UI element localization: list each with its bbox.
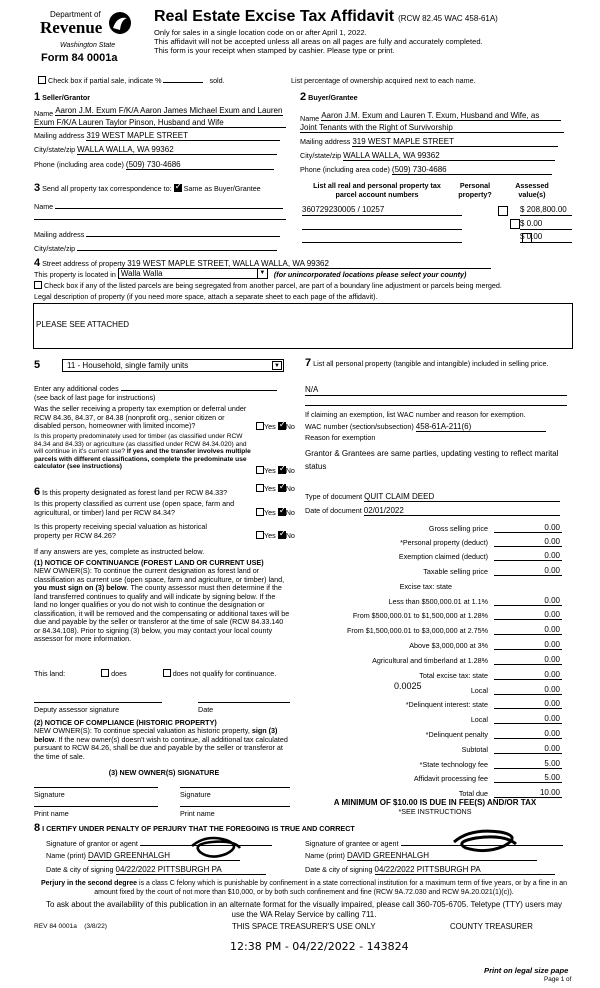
compliance-text <box>34 727 292 761</box>
seller-city-field[interactable]: WALLA WALLA, WA 99362 <box>77 145 277 155</box>
corr-mailing-field[interactable] <box>86 229 280 237</box>
tax-row-value[interactable]: 0.00 <box>494 625 562 635</box>
county-treasurer: COUNTY TREASURER <box>450 922 533 931</box>
tax-row <box>300 730 562 741</box>
seller-phone-row <box>34 160 286 170</box>
tax-row <box>300 611 562 622</box>
if-yes-note: If any answers are yes, complete as instructed below. <box>34 547 205 556</box>
corr-name-label: Name <box>34 202 54 211</box>
tax-row-label: Agricultural and timberland at 1.28% <box>372 656 488 665</box>
continuance-text-a: NEW OWNER(S): To continue the current designation as forest land or classification as current use (open space, farm and agriculture, or timber) land, <box>34 566 285 584</box>
certify-text: I CERTIFY UNDER PENALTY OF PERJURY THAT THE FOREGOING IS TRUE AND CORRECT <box>42 824 355 833</box>
minimum-due-note: A MINIMUM OF $10.00 IS DUE IN FEE(S) AND/OR TAX <box>333 798 537 807</box>
local-rate: 0.0025 <box>394 681 422 691</box>
tax-row-value[interactable]: 0.00 <box>494 670 562 680</box>
tax-row-label: *Delinquent penalty <box>425 730 488 739</box>
alt-format-notice: To ask about the availability of this publication in an alternate format for the visually impaired, please call 360-705-6705. Teletype (TTY) users may use the WA Relay Service by calling 711. <box>45 900 563 919</box>
this-land-row <box>34 669 290 678</box>
form-title-text: Real Estate Excise Tax Affidavit <box>154 8 395 25</box>
grantee-signature-label: Signature of grantee or agent <box>305 839 399 848</box>
form-number: Form 84 0001a <box>41 52 118 64</box>
tax-row-value[interactable]: 0.00 <box>494 699 562 709</box>
tax-row-value[interactable]: 10.00 <box>494 788 562 798</box>
tax-row-value[interactable]: 5.00 <box>494 773 562 783</box>
same-as-buyer-checkbox[interactable] <box>174 184 182 192</box>
ownership-note: List percentage of ownership acquired next to each name. <box>291 76 476 85</box>
buyer-name-row <box>300 111 564 123</box>
perjury-notice <box>30 880 578 897</box>
historic-yes-checkbox[interactable] <box>256 531 264 539</box>
tax-row-label: Less than $500,000.01 at 1.1% <box>388 597 488 606</box>
tax-row-label: *Personal property (deduct) <box>400 538 488 547</box>
legal-description-label: Legal description of property (if you need more space, attach a separate sheet to each page of the affidavit). <box>34 292 378 301</box>
corr-name-field[interactable] <box>55 201 283 209</box>
personal-property-list <box>305 359 565 368</box>
grantee-date-field[interactable]: 04/22/2022 PITTSBURGH PA <box>375 865 555 875</box>
header-note3: This form is your receipt when stamped by cashier. Please type or print. <box>154 46 395 55</box>
county-select-value: Walla Walla <box>120 269 163 278</box>
q1-no-checkbox[interactable] <box>278 422 286 430</box>
tax-row-label: Local <box>470 686 488 695</box>
parcel-col-header: List all real and personal property tax parcel account numbers <box>313 181 441 199</box>
header-note1: Only for sales in a single location code on or after April 1, 2022. <box>154 28 367 37</box>
tax-row-value[interactable]: 5.00 <box>494 759 562 769</box>
tax-row-value[interactable]: 0.00 <box>494 596 562 606</box>
agency-line3: Washington State <box>60 42 116 49</box>
tax-row-label: Total excise tax: state <box>419 671 488 680</box>
seller-name-field[interactable]: Aaron J.M. Exum F/K/A Aaron James Michael Exum and Lauren <box>55 106 283 115</box>
legal-description-text: PLEASE SEE ATTACHED <box>36 320 130 329</box>
section5-number: 5 <box>34 359 41 371</box>
buyer-number: 2 <box>300 91 307 103</box>
form-title <box>154 8 498 26</box>
seller-phone-label: Phone (including area code) <box>34 160 124 169</box>
tax-row <box>300 641 562 652</box>
current-use-yes-label: Yes <box>264 508 276 517</box>
does-not-label: does not qualify for continuance. <box>172 669 277 678</box>
q6-3-answers <box>256 531 295 540</box>
does-label: does <box>111 669 127 678</box>
header-note2: This affidavit will not be accepted unless all areas on all pages are fully and accurately completed. <box>154 37 483 46</box>
tax-row-label: Exemption claimed (deduct) <box>398 552 488 561</box>
segregated-checkbox[interactable] <box>34 281 42 289</box>
section6-number: 6 <box>34 486 41 498</box>
historic-question: Is this property receiving special valuation as historical property per RCW 84.26? <box>34 522 207 540</box>
additional-codes-field[interactable] <box>121 383 277 391</box>
legal-size-note: Print on legal size pape <box>484 966 569 975</box>
seller-heading <box>34 91 90 103</box>
unincorporated-note: (for unincorporated locations please select your county) <box>273 270 467 279</box>
grantor-name-row <box>46 851 240 861</box>
personal-property-label: List all personal property (tangible and intangible) included in selling price. <box>313 359 549 368</box>
historic-no-label: No <box>285 531 295 540</box>
assessed-col-header: Assessed value(s) <box>515 181 549 199</box>
q2-no-checkbox[interactable] <box>278 466 286 474</box>
grantee-name-row <box>305 851 537 861</box>
county-select[interactable] <box>118 268 268 279</box>
chevron-down-icon: ▼ <box>272 361 282 370</box>
grantor-name-field[interactable]: DAVID GREENHALGH <box>88 851 240 861</box>
tax-row-label: Total due <box>458 789 488 798</box>
tax-row <box>300 686 562 697</box>
street-label: Street address of property <box>42 259 126 268</box>
buyer-mailing-label: Mailing address <box>300 137 351 146</box>
dor-logo-icon <box>108 10 132 36</box>
q1-yes-label: Yes <box>264 422 276 431</box>
treasurer-use: THIS SPACE TREASURER'S USE ONLY <box>232 922 376 931</box>
tax-row <box>300 567 562 578</box>
street-address-field[interactable]: 319 WEST MAPLE STREET, WALLA WALLA, WA 99362 <box>127 259 491 269</box>
segregated-row <box>34 281 502 290</box>
current-use-no-label: No <box>285 508 295 517</box>
reason-field[interactable]: Grantor & Grantees are same parties, updating vesting to reflect marital status <box>305 449 559 471</box>
owner-signature-label-1: Signature <box>34 790 65 799</box>
tax-row <box>300 745 562 756</box>
personal-col-header: Personal property? <box>458 181 492 199</box>
correspondence-title: Send all property tax correspondence to: <box>42 184 172 193</box>
seller-mailing-row <box>34 131 286 141</box>
corr-mailing-label: Mailing address <box>34 230 85 239</box>
corr-city-label: City/state/zip <box>34 244 76 253</box>
parcel-row-3-value[interactable]: $ 0.00 <box>520 232 572 243</box>
partial-sale-sold: sold. <box>209 76 225 85</box>
seller-title: Seller/Grantor <box>42 93 91 102</box>
tax-row <box>300 760 562 771</box>
wac-label: WAC number (section/subsection) <box>305 422 414 431</box>
tax-row-value[interactable]: 0.00 <box>494 655 562 665</box>
q6-1-answers <box>256 484 295 493</box>
tax-row-label: Subtotal <box>461 745 488 754</box>
deputy-date-label: Date <box>198 705 214 714</box>
see-instructions-note: *SEE INSTRUCTIONS <box>398 807 472 816</box>
buyer-title: Buyer/Grantee <box>308 93 358 102</box>
wac-row <box>305 422 546 432</box>
agency-line1: Department of <box>50 10 101 19</box>
tax-row-value[interactable]: 0.00 <box>494 714 562 724</box>
seller-name-label: Name <box>34 109 54 118</box>
forest-yes-label: Yes <box>264 484 276 493</box>
exemption-label: If claiming an exemption, list WAC number and reason for exemption. <box>305 410 526 419</box>
q2-yes-checkbox[interactable] <box>256 466 264 474</box>
parcel-row-1-personal-checkbox[interactable] <box>498 206 508 216</box>
owner-print-line-2[interactable] <box>180 806 290 807</box>
additional-codes-row <box>34 383 277 393</box>
deputy-signature-line[interactable] <box>34 702 162 703</box>
partial-sale-checkbox[interactable] <box>38 76 46 84</box>
doc-type-row <box>305 492 560 502</box>
correspondence-heading <box>34 182 261 194</box>
exemption-deferral-question: Was the seller receiving a property tax exemption or deferral under RCW 84.36, 84.37, or 84.38 (nonprofit org., senior citizen or disabled person, homeowner with limited income)? <box>34 404 247 430</box>
dor-logo <box>40 8 144 66</box>
tax-row <box>300 671 562 682</box>
buyer-name-label: Name <box>300 114 320 123</box>
q6-2-answers <box>256 508 295 517</box>
buyer-phone-row <box>300 165 564 175</box>
partial-sale-row <box>38 76 225 85</box>
county-row <box>34 268 466 279</box>
forest-yes-checkbox[interactable] <box>256 484 264 492</box>
tax-row-label: Excise tax: state <box>399 582 452 591</box>
continuance-text-b: . The county assessor must then determine if the land transferred continues to qualify and will indicate by signing below. If the land no longer qualifies or you do not wish to continue the designation or classification, it will be removed and the compensating or additional taxes will be due and payable by the seller or transferor at the time of sale (RCW 84.33.140 or 84.34.108). Prior to signing (3) below, you may contact your local county assessor for more information. <box>34 583 290 643</box>
timber-question-text: Is this property predominately used for timber (as classified under RCW 84.34 and 84.33) or agriculture (as classified under RCW 84.34.020) and will continue in it's current use? <box>34 433 247 455</box>
tax-row <box>300 656 562 667</box>
page-number: Page 1 of <box>544 976 572 983</box>
deputy-date-line[interactable] <box>198 702 290 703</box>
parcel-row-1-number[interactable]: 360729230005 / 10257 <box>302 205 462 216</box>
doc-date-field[interactable]: 02/01/2022 <box>364 506 560 516</box>
timber-question <box>34 433 256 471</box>
current-use-question: Is this property classified as current use (open space, farm and agricultural, or timber) land per RCW 84.34? <box>34 499 235 517</box>
q1-no-label: No <box>285 422 295 431</box>
parcel-row-3-number[interactable] <box>302 232 462 243</box>
same-as-buyer-label: Same as Buyer/Grantee <box>183 184 261 193</box>
partial-sale-percent[interactable] <box>163 82 203 83</box>
additional-codes-label: Enter any additional codes <box>34 384 119 393</box>
tax-row <box>300 774 562 785</box>
tax-row-value[interactable]: 0.00 <box>494 566 562 576</box>
tax-row <box>300 524 562 535</box>
tax-row-value[interactable]: 0.00 <box>494 685 562 695</box>
forest-no-checkbox[interactable] <box>278 484 286 492</box>
tax-row-label: Affidavit processing fee <box>413 774 488 783</box>
owner-signature-label-2: Signature <box>180 790 211 799</box>
tax-row <box>300 597 562 608</box>
q2-yes-label: Yes <box>264 466 276 475</box>
grantor-name-label: Name (print) <box>46 851 86 860</box>
parcel-row-1-value[interactable]: $ 208,800.00 <box>520 205 572 216</box>
buyer-name-field[interactable]: Aaron J.M. Exum and Lauren T. Exum, Husband and Wife, as <box>321 111 561 121</box>
compliance-heading: (2) NOTICE OF COMPLIANCE (HISTORIC PROPERTY) <box>34 718 217 727</box>
seller-city-row <box>34 145 286 155</box>
owner-print-line-1[interactable] <box>34 806 158 807</box>
perjury-text: is a class C felony which is punishable by confinement in a state correctional institution for a maximum term of five years, or by a fine in an amount fixed by the court of not more than $10,000, or by both such confinement and fine (RCW 9A.72.030 and RCW 9A.20.021(1)(c)). <box>94 880 567 896</box>
tax-row-value[interactable]: 0.00 <box>494 744 562 754</box>
owner-signature-heading: (3) NEW OWNER(S) SIGNATURE <box>108 768 220 777</box>
grantor-date-label: Date & city of signing <box>46 865 114 874</box>
historic-no-checkbox[interactable] <box>278 531 286 539</box>
corr-name-line2[interactable] <box>34 219 286 220</box>
parcel-row-2-personal-checkbox[interactable] <box>510 219 520 229</box>
continuance-text <box>34 567 290 644</box>
tax-row-label: Above $3,000,000 at 3% <box>409 641 488 650</box>
buyer-mailing-row <box>300 137 564 147</box>
grantor-signature-label: Signature of grantor or agent <box>46 839 138 848</box>
partial-sale-label: Check box if partial sale, indicate % <box>48 76 162 85</box>
tax-row <box>300 700 562 711</box>
forest-no-label: No <box>285 484 295 493</box>
form-rcw: (RCW 82.45 WAC 458-61A) <box>398 14 498 23</box>
compliance-sign: sign (3) below <box>34 726 278 744</box>
tax-row-value[interactable]: 0.00 <box>494 523 562 533</box>
owner-print-label-2: Print name <box>180 809 215 818</box>
perjury-bold: Perjury in the second degree <box>40 880 138 887</box>
corr-name-row <box>34 201 286 211</box>
reason-label: Reason for exemption <box>305 433 376 442</box>
q2-answers <box>256 466 295 475</box>
tax-row-label: From $1,500,000.01 to $3,000,000 at 2.75% <box>346 626 488 635</box>
q2-no-label: No <box>285 466 295 475</box>
seller-phone-field[interactable]: (509) 730-4686 <box>126 160 274 170</box>
parcel-row-2-value[interactable]: $ 0.00 <box>520 219 572 230</box>
use-code-value: 11 - Household, single family units <box>67 361 189 370</box>
owner-signature-line-2[interactable] <box>180 787 290 788</box>
correspondence-number: 3 <box>34 182 41 194</box>
buyer-city-label: City/state/zip <box>300 151 342 160</box>
timber-question-bold: If yes and the transfer involves multiple parcels with different classifications, complete the predominate use calculator (see instructions) <box>34 448 251 470</box>
buyer-city-field[interactable]: WALLA WALLA, WA 99362 <box>343 151 555 161</box>
seller-number: 1 <box>34 91 41 103</box>
receipt-stamp: 12:38 PM - 04/22/2022 - 143824 <box>230 940 409 953</box>
doc-date-label: Date of document <box>305 506 362 515</box>
segregated-label: Check box if any of the listed parcels are being segregated from another parcel, are part of a boundary line adjustment or parcels being merged. <box>44 281 502 290</box>
compliance-text-b: . If the new owner(s) doesn't wish to continue, all additional tax calculated pursuant to RCW 84.26, shall be due and payable by the seller or transferor at the time of sale. <box>34 734 288 761</box>
located-label: This property is located in <box>34 270 116 279</box>
buyer-phone-field[interactable]: (509) 730-4686 <box>392 165 552 175</box>
personal-property-field[interactable]: N/A <box>305 385 567 396</box>
section7-number: 7 <box>305 357 312 369</box>
tax-row-label: *Delinquent interest: state <box>405 700 488 709</box>
forest-land-question <box>34 486 256 498</box>
grantee-date-label: Date & city of signing <box>305 865 373 874</box>
rev-number: REV 84 0001a (3/8/22) <box>34 923 107 930</box>
seller-name-line2[interactable]: Exum F/K/A Lauren Taylor Pinson, Husband and Wife <box>34 118 286 128</box>
corr-mailing-row <box>34 229 286 239</box>
location-number: 4 <box>34 257 41 269</box>
grantor-date-field[interactable]: 04/22/2022 PITTSBURGH PA <box>116 865 266 875</box>
deputy-signature-label: Deputy assessor signature <box>34 705 120 714</box>
tax-row-label: *State technology fee <box>419 760 488 769</box>
q1-yes-checkbox[interactable] <box>256 422 264 430</box>
tax-row <box>300 715 562 726</box>
buyer-city-row <box>300 151 564 161</box>
use-code-select[interactable] <box>62 359 284 372</box>
section8-number: 8 <box>34 822 41 834</box>
corr-city-row <box>34 243 286 253</box>
buyer-mailing-field[interactable]: 319 WEST MAPLE STREET <box>352 137 558 147</box>
this-land-label: This land: <box>34 669 66 678</box>
wac-field[interactable]: 458-61A-211(6) <box>416 422 546 432</box>
tax-row-value[interactable]: 0.00 <box>494 640 562 650</box>
compliance-text-a: NEW OWNER(S): To continue special valuation as historic property, <box>34 726 250 735</box>
buyer-name-line2[interactable]: Joint Tenants with the Right of Survivorship <box>300 123 564 133</box>
does-not-checkbox[interactable] <box>163 669 171 677</box>
grantee-name-label: Name (print) <box>305 851 345 860</box>
tax-row-label: From $500,000.01 to $1,500,000 at 1.28% <box>352 611 488 620</box>
seller-city-label: City/state/zip <box>34 145 76 154</box>
agency-line2: Revenue <box>40 18 103 37</box>
seller-mailing-field[interactable]: 319 WEST MAPLE STREET <box>86 131 280 141</box>
grantee-date-row <box>305 865 555 875</box>
tax-row-label: Local <box>470 715 488 724</box>
current-use-no-checkbox[interactable] <box>278 508 286 516</box>
tax-row-label: Taxable selling price <box>423 567 488 576</box>
personal-property-line2[interactable] <box>305 405 567 406</box>
tax-row-value[interactable]: 0.00 <box>494 537 562 547</box>
doc-date-row <box>305 506 560 516</box>
owner-signature-line-1[interactable] <box>34 787 158 788</box>
tax-row <box>300 552 562 563</box>
tax-row <box>300 538 562 549</box>
does-checkbox[interactable] <box>101 669 109 677</box>
grantor-date-row <box>46 865 266 875</box>
owner-print-label-1: Print name <box>34 809 69 818</box>
buyer-phone-label: Phone (including area code) <box>300 165 390 174</box>
parcel-row-2-number[interactable] <box>302 219 462 230</box>
continuance-text-bold: you must sign on (3) below <box>34 583 127 592</box>
tax-row <box>300 626 562 637</box>
doc-type-label: Type of document <box>305 492 363 501</box>
seller-mailing-label: Mailing address <box>34 131 85 140</box>
buyer-heading <box>300 91 358 103</box>
tax-row <box>300 582 562 593</box>
chevron-down-icon: ▼ <box>257 269 267 278</box>
seller-name-row <box>34 106 286 118</box>
tax-row-value[interactable]: 0.00 <box>494 610 562 620</box>
see-back-note: (see back of last page for instructions) <box>34 393 156 402</box>
corr-city-field[interactable] <box>77 243 277 251</box>
q1-answers <box>256 422 295 431</box>
tax-row-value[interactable]: 0.00 <box>494 551 562 561</box>
tax-row-value[interactable]: 0.00 <box>494 729 562 739</box>
continuance-heading: (1) NOTICE OF CONTINUANCE (FOREST LAND OR CURRENT USE) <box>34 558 264 567</box>
tax-row-label: Gross selling price <box>428 524 488 533</box>
grantee-name-field[interactable]: DAVID GREENHALGH <box>347 851 537 861</box>
historic-yes-label: Yes <box>264 531 276 540</box>
forest-land-text: Is this property designated as forest land per RCW 84.33? <box>42 488 228 497</box>
legal-description-box[interactable] <box>33 303 573 349</box>
current-use-yes-checkbox[interactable] <box>256 508 264 516</box>
doc-type-field[interactable]: QUIT CLAIM DEED <box>364 492 560 502</box>
